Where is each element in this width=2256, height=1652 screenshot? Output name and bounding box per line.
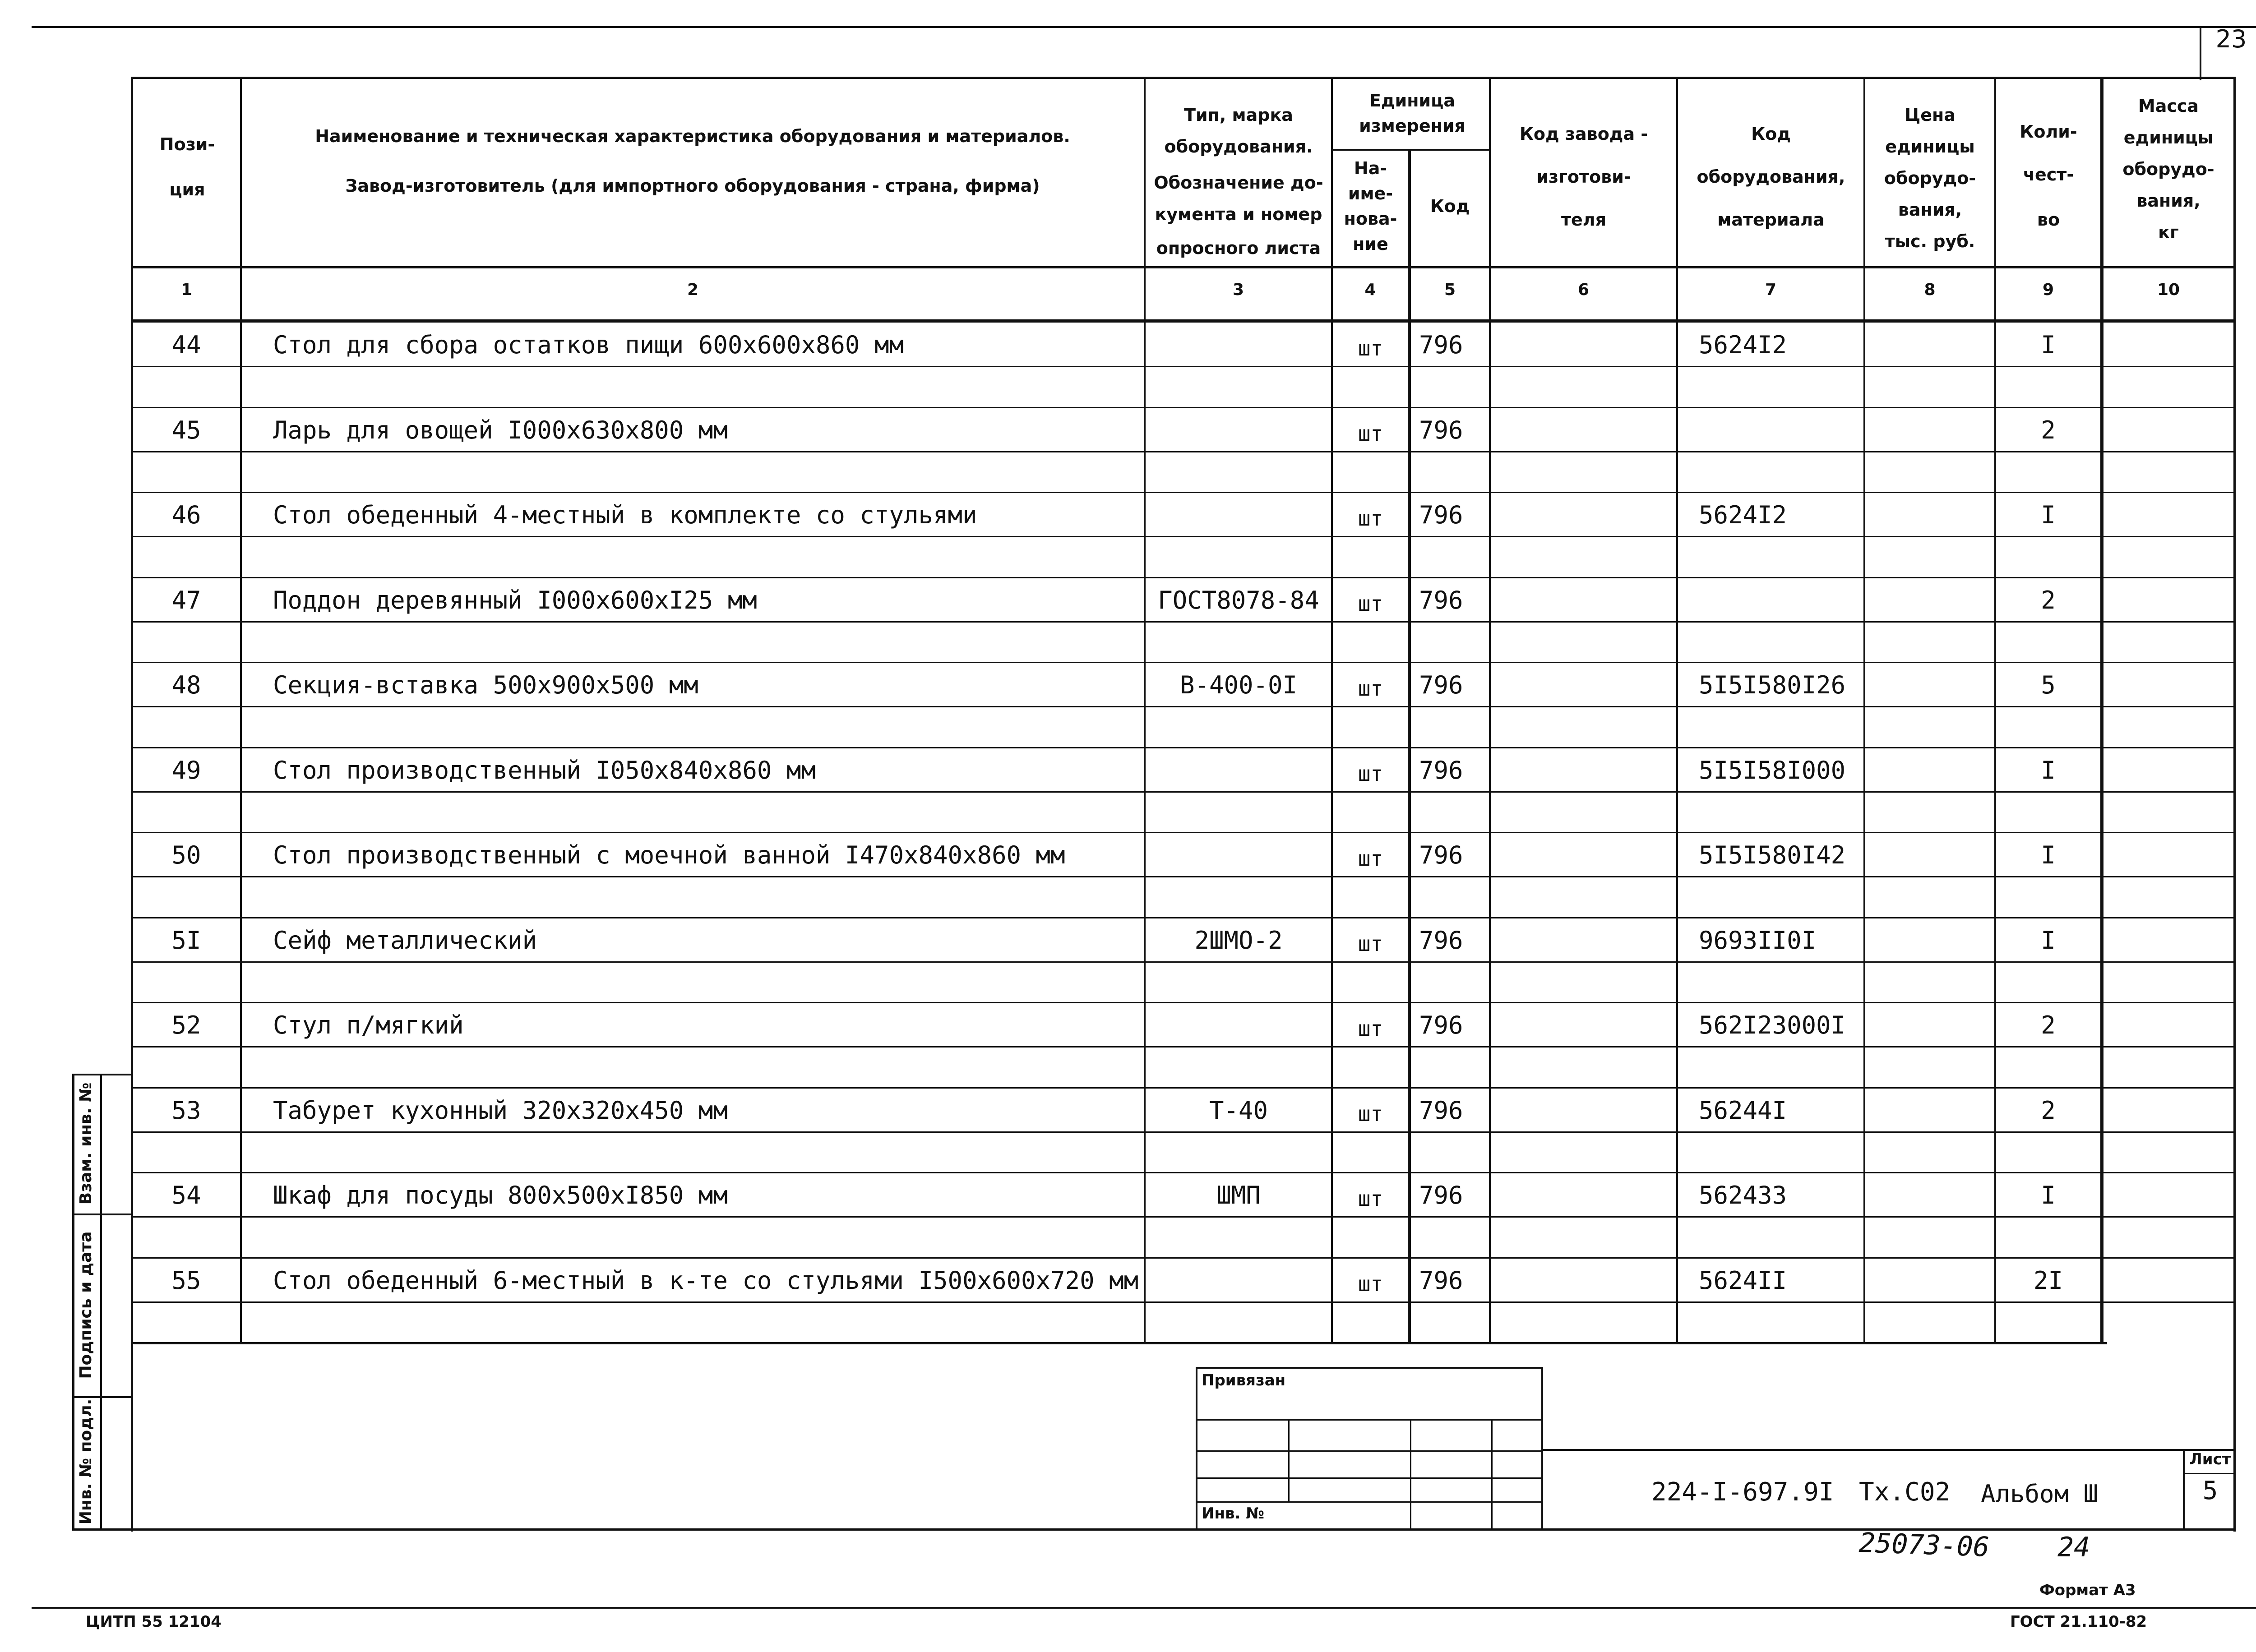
row-equip-code: 9693II0I <box>1699 926 1817 955</box>
footer-format: Формат А3 <box>2039 1581 2136 1599</box>
row-name: Поддон деревянный I000х600хI25 мм <box>273 586 757 614</box>
header-col10-line5: кг <box>2158 222 2179 242</box>
footer-gost: ГОСТ 21.110-82 <box>2010 1613 2147 1631</box>
header-col6-line2: изготови- <box>1536 167 1631 187</box>
colnum-4: 4 <box>1364 281 1376 299</box>
row-type: Т-40 <box>1209 1096 1268 1125</box>
row-equip-code: 56244I <box>1699 1096 1787 1125</box>
row-bottom-line <box>131 492 2236 493</box>
header-col6-line3: теля <box>1561 210 1607 230</box>
side-label-podpis: Подпись и дата <box>77 1231 95 1379</box>
row-qty: I <box>2041 331 2056 359</box>
side-strip-right <box>100 1074 102 1531</box>
row-qty: I <box>2041 1181 2056 1209</box>
row-type: ШМП <box>1216 1181 1261 1209</box>
col-divider-1 <box>240 77 242 1343</box>
row-pos: 47 <box>171 586 201 614</box>
side-label-inv: Инв. № подл. <box>77 1398 95 1525</box>
row-unit: шт <box>1358 336 1383 360</box>
row-unit: шт <box>1358 591 1383 616</box>
stamp-inv-no: Инв. № <box>1202 1504 1265 1523</box>
table-right-border <box>2233 77 2236 1532</box>
row-bottom-line <box>131 1257 2236 1259</box>
colnum-8: 8 <box>1924 281 1936 299</box>
row-unit-code: 796 <box>1419 586 1463 614</box>
header-col8-line1: Цена <box>1905 105 1956 125</box>
colnum-3: 3 <box>1232 281 1244 299</box>
row-bottom-line <box>131 747 2236 748</box>
header-col9-line1: Коли- <box>2020 122 2077 142</box>
header-unit-group: Единица измерения <box>1359 91 1465 136</box>
colnum-7: 7 <box>1765 281 1777 299</box>
header-col1: Пози- ция <box>159 134 215 199</box>
row-spacer-line <box>131 706 2236 707</box>
row-unit-code: 796 <box>1419 331 1463 359</box>
header-col10-line3: оборудо- <box>2122 159 2214 179</box>
header-col10-line4: вания, <box>2136 191 2201 211</box>
row-pos: 49 <box>171 756 201 784</box>
unit-group-divider <box>1331 149 1491 151</box>
header-col4: На- име- нова- ние <box>1344 158 1397 254</box>
row-unit: шт <box>1358 846 1383 871</box>
list-number: 5 <box>2202 1476 2218 1505</box>
row-pos: 46 <box>171 501 201 529</box>
stamp-col1 <box>1288 1419 1290 1502</box>
stamp-outer-top <box>1196 1367 1543 1369</box>
header-col8-line5: тыс. руб. <box>1885 231 1975 251</box>
side-strip-div1 <box>72 1214 133 1215</box>
row-equip-code: 5I5I58I000 <box>1699 756 1846 784</box>
row-spacer-line <box>131 451 2236 452</box>
row-equip-code: 5I5I580I42 <box>1699 841 1846 869</box>
header-col8-line2: единицы <box>1885 137 1975 157</box>
row-unit-code: 796 <box>1419 1096 1463 1125</box>
colnum-6: 6 <box>1577 281 1590 299</box>
row-unit: шт <box>1358 676 1383 701</box>
row-bottom-line <box>131 1087 2236 1089</box>
row-spacer-line <box>131 1301 2236 1303</box>
row-pos: 45 <box>171 415 201 444</box>
header-col7-line1: Код <box>1751 124 1791 144</box>
col-divider-3 <box>1331 77 1333 1343</box>
row-equip-code: 5624II <box>1699 1266 1787 1295</box>
header-col9-line3: во <box>2037 210 2060 230</box>
header-col3-line4: кумента и номер <box>1155 204 1322 224</box>
col-divider-5 <box>1489 77 1491 1343</box>
side-label-vzam: Взам. инв. № <box>77 1082 95 1205</box>
row-qty: 2I <box>2033 1266 2063 1295</box>
row-type: В-400-0I <box>1179 671 1298 699</box>
album: Альбом Ш <box>1981 1480 2099 1508</box>
header-col6-line1: Код завода - <box>1519 124 1648 144</box>
row-spacer-line <box>131 961 2236 963</box>
footer-line <box>32 1607 2256 1609</box>
row-spacer-line <box>131 536 2236 537</box>
footer-left: ЦИТП 55 12104 <box>86 1613 222 1631</box>
row-unit-code: 796 <box>1419 926 1463 955</box>
colnum-bottom-border <box>131 319 2236 323</box>
row-unit: шт <box>1358 761 1383 786</box>
col-divider-6 <box>1676 77 1678 1343</box>
row-qty: 2 <box>2041 415 2056 444</box>
row-pos: 52 <box>171 1011 201 1039</box>
row-unit-code: 796 <box>1419 756 1463 784</box>
row-name: Секция-вставка 500х900х500 мм <box>273 671 698 699</box>
row-spacer-line <box>131 366 2236 367</box>
row-unit-code: 796 <box>1419 1266 1463 1295</box>
colnum-2: 2 <box>687 281 699 299</box>
row-name: Стол производственный I050х840х860 мм <box>273 756 816 784</box>
row-spacer-line <box>131 1216 2236 1218</box>
side-strip-left <box>72 1074 74 1531</box>
row-pos: 48 <box>171 671 201 699</box>
header-col3-line3: Обозначение до- <box>1154 173 1323 193</box>
row-name: Стол производственный с моечной ванной I470х840х860 мм <box>273 841 1065 869</box>
row-unit: шт <box>1358 1271 1383 1296</box>
row-unit: шт <box>1358 1016 1383 1041</box>
row-name: Стол обеденный 4-местный в комплекте со стульями <box>273 501 977 529</box>
header-col2-line1: Наименование и техническая характеристика оборудования и материалов. <box>315 126 1070 146</box>
row-qty: 2 <box>2041 586 2056 614</box>
row-name: Табурет кухонный 320х320х450 мм <box>273 1096 728 1125</box>
stamp-col2 <box>1410 1419 1411 1529</box>
header-col10-line1: Масса <box>2138 96 2199 116</box>
handwritten-num: 24 <box>2057 1532 2090 1563</box>
row-equip-code: 562I23000I <box>1699 1011 1846 1039</box>
row-name: Стол для сбора остатков пищи 600х600х860 мм <box>273 331 904 359</box>
row-equip-code: 5624I2 <box>1699 331 1787 359</box>
row-name: Ларь для овощей I000х630х800 мм <box>273 415 728 444</box>
row-type: 2ШМО-2 <box>1194 926 1283 955</box>
row-pos: 44 <box>171 331 201 359</box>
row-bottom-line <box>131 917 2236 918</box>
list-box-div <box>2183 1473 2236 1474</box>
row-pos: 53 <box>171 1096 201 1125</box>
row-unit: шт <box>1358 1101 1383 1126</box>
row-spacer-line <box>131 1131 2236 1133</box>
row-unit-code: 796 <box>1419 1181 1463 1209</box>
row-equip-code: 5I5I580I26 <box>1699 671 1846 699</box>
row-type: ГОСТ8078-84 <box>1158 586 1319 614</box>
row-spacer-line <box>131 621 2236 623</box>
row-pos: 50 <box>171 841 201 869</box>
row-bottom-line <box>131 577 2236 578</box>
row-qty: 5 <box>2041 671 2056 699</box>
row-unit-code: 796 <box>1419 415 1463 444</box>
stamp-privyazan: Привязан <box>1202 1371 1286 1389</box>
row-name: Сейф металлический <box>273 926 537 955</box>
colnum-10: 10 <box>2157 281 2180 299</box>
col-divider-8 <box>1994 77 1996 1343</box>
stamp-outer-left <box>1196 1367 1197 1529</box>
header-col10-line2: единицы <box>2123 128 2214 148</box>
col-divider-9 <box>2100 77 2103 1343</box>
row-bottom-line <box>131 832 2236 833</box>
row-qty: I <box>2041 501 2056 529</box>
row-qty: I <box>2041 841 2056 869</box>
header-col5: Код <box>1430 196 1470 216</box>
page-number-box-left <box>2200 26 2201 80</box>
row-bottom-line <box>131 1002 2236 1003</box>
title-block-top <box>1543 1449 2236 1451</box>
top-border-line <box>32 26 2256 28</box>
colnum-9: 9 <box>2042 281 2054 299</box>
row-pos: 55 <box>171 1266 201 1295</box>
row-spacer-line <box>131 1046 2236 1047</box>
row-unit: шт <box>1358 506 1383 531</box>
header-col8-line4: вания, <box>1898 200 1962 220</box>
header-col3-line2: оборудования. <box>1164 137 1313 157</box>
row-qty: 2 <box>2041 1096 2056 1125</box>
header-col7-line3: материала <box>1717 210 1825 230</box>
row-bottom-line <box>131 1172 2236 1173</box>
row-name: Стол обеденный 6-местный в к-те со стульями I500х600х720 мм <box>273 1266 1139 1295</box>
row-spacer-line <box>131 876 2236 877</box>
header-col7-line2: оборудования, <box>1697 167 1845 187</box>
row-bottom-line <box>131 662 2236 663</box>
row-equip-code: 562433 <box>1699 1181 1787 1209</box>
row-qty: I <box>2041 926 2056 955</box>
row-pos: 54 <box>171 1181 201 1209</box>
row-name: Стул п/мягкий <box>273 1011 464 1039</box>
row-unit-code: 796 <box>1419 841 1463 869</box>
header-col9-line2: чест- <box>2023 165 2074 185</box>
row-unit: шт <box>1358 931 1383 956</box>
row-bottom-line <box>131 407 2236 408</box>
row-unit-code: 796 <box>1419 501 1463 529</box>
colnum-1: 1 <box>180 281 193 299</box>
row-name: Шкаф для посуды 800х500хI850 мм <box>273 1181 728 1209</box>
row-qty: 2 <box>2041 1011 2056 1039</box>
side-strip-top <box>72 1074 133 1075</box>
row-unit-code: 796 <box>1419 1011 1463 1039</box>
stamp-outer-right <box>1541 1367 1543 1529</box>
row-unit: шт <box>1358 1186 1383 1211</box>
header-bottom-border <box>131 266 2236 268</box>
header-col3-line1: Тип, марка <box>1184 105 1293 125</box>
stamp-col3 <box>1491 1419 1493 1529</box>
row-spacer-line <box>131 791 2236 793</box>
row-unit: шт <box>1358 421 1383 446</box>
page-number: 23 <box>2215 25 2247 53</box>
colnum-5: 5 <box>1444 281 1456 299</box>
list-label: Лист <box>2189 1450 2231 1468</box>
designation: 224-I-697.9I <box>1651 1477 1834 1507</box>
header-col8-line3: оборудо- <box>1884 168 1976 188</box>
row-equip-code: 5624I2 <box>1699 501 1787 529</box>
rows-bottom-border <box>131 1342 2107 1344</box>
header-col3-line5: опросного листа <box>1156 238 1321 258</box>
row-unit-code: 796 <box>1419 671 1463 699</box>
row-pos: 5I <box>171 926 201 955</box>
tx-code: Тх.С02 <box>1859 1477 1951 1507</box>
col-divider-2 <box>1144 77 1146 1343</box>
table-top-border <box>131 77 2236 79</box>
header-col2-line2: Завод-изготовитель (для импортного оборудования - страна, фирма) <box>345 176 1040 196</box>
col-divider-7 <box>1863 77 1865 1343</box>
row-qty: I <box>2041 756 2056 784</box>
handwritten-code: 25073-06 <box>1858 1527 1990 1564</box>
